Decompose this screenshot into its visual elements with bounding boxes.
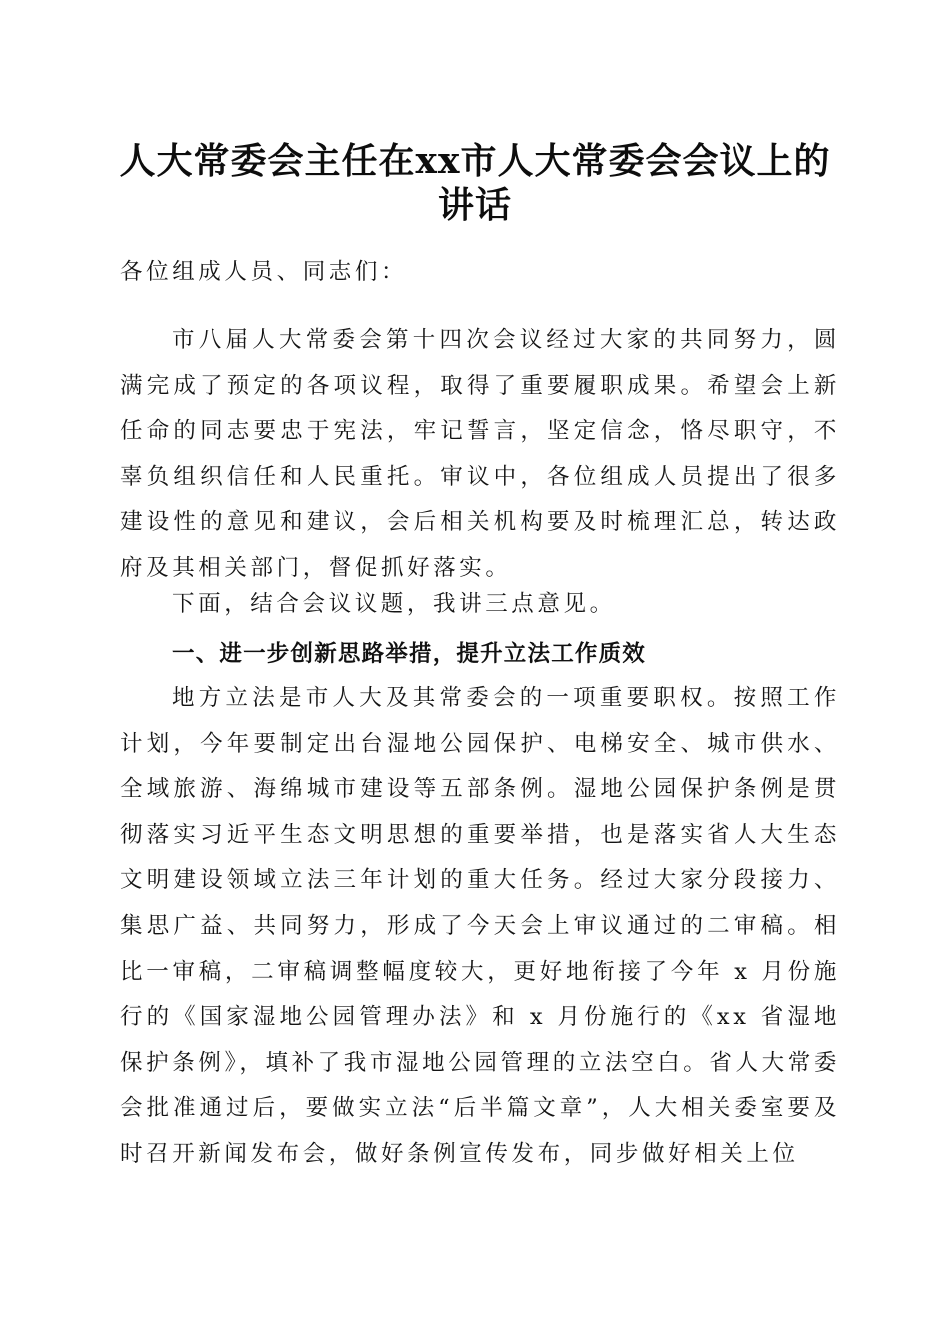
salutation: 各位组成人员、同志们： bbox=[120, 259, 408, 285]
document-title-line-2: 讲话 bbox=[437, 184, 512, 226]
intro-paragraph: 市八届人大常委会第十四次会议经过大家的共同努力，圆满完成了预定的各项议程，取得了重要履职成果。希望会上新任命的同志要忠于宪法，牢记誓言，坚定信念，恪尽职守，不辜负组织信任和人民重托。审议中，各位组成人员提出了很多建设性的意见和建议，会后相关机构要及时梳理汇总，转达政府及其相关部门，督促抓好落实。 bbox=[120, 327, 840, 581]
section-1-body: 地方立法是市人大及其常委会的一项重要职权。按照工作计划，今年要制定出台湿地公园保护、电梯安全、城市供水、全域旅游、海绵城市建设等五部条例。湿地公园保护条例是贯彻落实习近平生态文明思想的重要举措，也是落实省人大生态文明建设领域立法三年计划的重大任务。经过大家分段接力、集思广益、共同努力，形成了今天会上审议通过的二审稿。相比一审稿，二审稿调整幅度较大，更好地衔接了今年 x 月份施行的《国家湿地公园管理办法》和 x 月份施行的《xx 省湿地保护条例》，填补了我市湿地公园管理的立法空白。省人大常委会批准通过后，要做实立法“后半篇文章”，人大相关委室要及时召开新闻发布会，做好条例宣传发布，同步做好相关上位 bbox=[120, 685, 840, 1167]
section-1-heading: 一、进一步创新思路举措，提升立法工作质效 bbox=[172, 641, 647, 667]
transition-paragraph: 下面，结合会议议题，我讲三点意见。 bbox=[172, 591, 616, 617]
document-title-line-1: 人大常委会主任在xx市人大常委会会议上的 bbox=[119, 140, 831, 182]
